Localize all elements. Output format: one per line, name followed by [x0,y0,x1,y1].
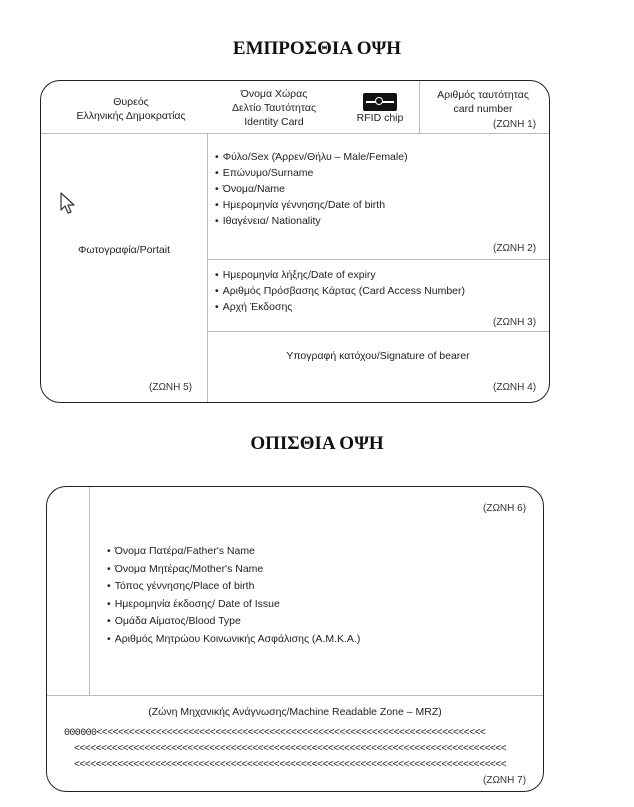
zone-6-label: (ΖΩΝΗ 6) [483,503,527,514]
zone-3-field-list [215,267,465,315]
mrz-line-1: 000000<<<<<<<<<<<<<<<<<<<<<<<<<<<<<<<<<<<<<<<<<<<<<<<<<<<<<<<<<<<<<<<<<<<<<<<< [64,728,486,739]
card-number-label: Αριθμός ταυτότητας card number [437,89,529,115]
divider-zone2 [207,259,549,260]
rfid-chip-icon [363,93,397,111]
list-item: • Φύλο/Sex (Άρρεν/Θήλυ – Male/Female) [215,149,408,165]
divider-back-left [89,487,90,695]
mouse-pointer-icon [60,192,76,216]
country-name-label: Όνομα Χώρας Δελτίο Ταυτότητας Identity Card [231,88,317,128]
divider-zone3 [207,331,549,332]
list-item: • Ημερομηνία έκδοσης/ Date of Issue [107,596,360,614]
zone-7-label: (ΖΩΝΗ 7) [483,775,527,786]
front-heading: ΕΜΠΡΟΣΘΙΑ ΟΨΗ [232,38,402,59]
zone-3-label: (ΖΩΝΗ 3) [493,317,537,328]
zone-6-field-list [107,543,360,648]
list-item: • Αρχή Έκδοσης [215,299,465,315]
divider-card-number [419,81,420,133]
mrz-line-3: <<<<<<<<<<<<<<<<<<<<<<<<<<<<<<<<<<<<<<<<<<<<<<<<<<<<<<<<<<<<<<<<<<<<<<<<<<<<<<<< [74,760,507,771]
coat-of-arms-label: Θυρεός Ελληνικής Δημοκρατίας [76,96,186,122]
divider-mrz [47,695,543,696]
list-item: • Ιθαγένεια/ Nationality [215,213,408,229]
divider-top [41,133,549,134]
list-item: • Όνομα/Name [215,181,408,197]
mrz-line-2: <<<<<<<<<<<<<<<<<<<<<<<<<<<<<<<<<<<<<<<<<<<<<<<<<<<<<<<<<<<<<<<<<<<<<<<<<<<<<<<< [74,744,507,755]
list-item: • Ημερομηνία γέννησης/Date of birth [215,197,408,213]
rfid-chip-label: RFID chip [356,112,404,124]
zone-2-label: (ΖΩΝΗ 2) [493,243,537,254]
zone-1-label: (ΖΩΝΗ 1) [493,119,537,130]
photo-label: Φωτογραφία/Portait [77,244,171,256]
mrz-title: (Ζώνη Μηχανικής Ανάγνωσης/Machine Readable Zone – MRZ) [148,706,442,718]
front-card [40,80,550,403]
list-item: • Ημερομηνία λήξης/Date of expiry [215,267,465,283]
back-heading: ΟΠΙΣΘΙΑ ΟΨΗ [250,433,384,454]
list-item: • Ομάδα Αίματος/Blood Type [107,613,360,631]
list-item: • Αριθμός Μητρώου Κοινωνικής Ασφάλισης (Α.Μ.Κ.Α.) [107,631,360,649]
zone-2-field-list [215,149,408,229]
list-item: • Όνομα Πατέρα/Father's Name [107,543,360,561]
zone-4-label: (ΖΩΝΗ 4) [493,382,537,393]
list-item: • Όνομα Μητέρας/Mother's Name [107,561,360,579]
list-item: • Επώνυμο/Surname [215,165,408,181]
signature-label: Υπογραφή κατόχου/Signature of bearer [286,350,470,362]
list-item: • Τόπος γέννησης/Place of birth [107,578,360,596]
list-item: • Αριθμός Πρόσβασης Κάρτας (Card Access Number) [215,283,465,299]
zone-5-label: (ΖΩΝΗ 5) [149,382,193,393]
